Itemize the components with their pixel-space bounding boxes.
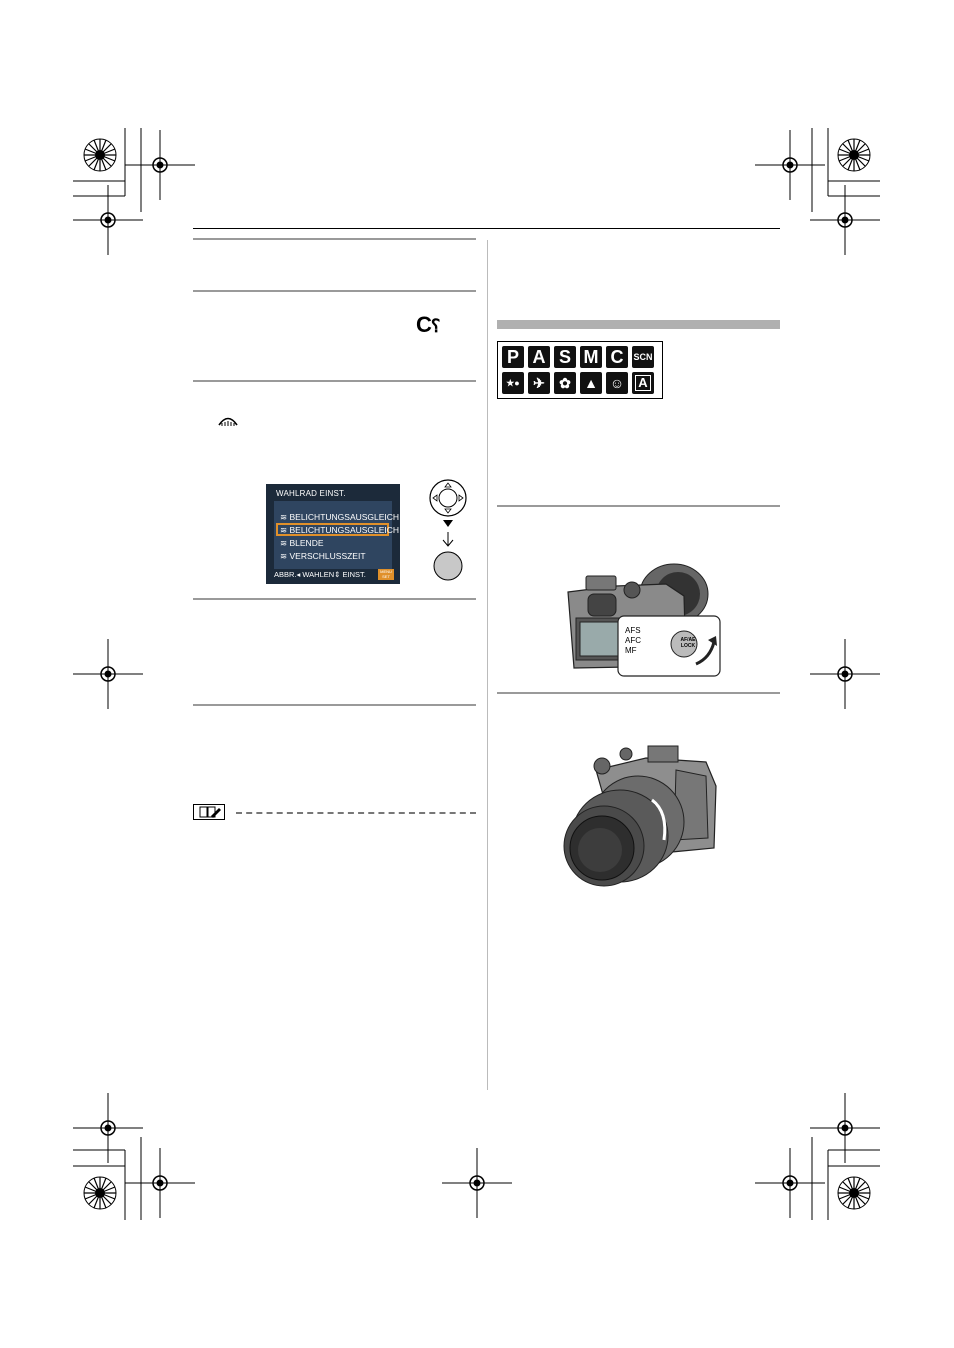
note-icon <box>193 804 225 820</box>
sports-icon: ✈ <box>528 372 550 394</box>
section-rule <box>497 692 780 694</box>
camera-back-illustration <box>556 556 724 680</box>
focus-label-mf: MF <box>625 646 637 655</box>
af-ae-lock-label: AF/AE LOCK <box>680 637 696 649</box>
focus-label-afc: AFC <box>625 636 641 645</box>
mode-icons-box <box>497 341 663 399</box>
note-divider <box>236 812 476 814</box>
menu-footer: ABBR.◂ WAHLEN⇕ EINST. <box>274 570 366 579</box>
face-icon: ☺ <box>606 372 628 394</box>
section-bar <box>497 320 780 329</box>
section-rule <box>193 598 476 600</box>
section-rule <box>193 704 476 706</box>
navigation-pad <box>428 478 468 584</box>
mode-p-icon: P <box>502 346 524 368</box>
section-rule <box>193 290 476 292</box>
menu-screen <box>266 484 400 584</box>
macro-icon: ✿ <box>554 372 576 394</box>
custom-wrench-icon: C⸮ <box>416 312 440 337</box>
section-rule <box>193 380 476 382</box>
menu-item[interactable]: ≋ VERSCHLUSSZEIT <box>280 551 366 561</box>
menu-item[interactable]: ≋ BELICHTUNGSAUSGLEICH <box>280 512 400 522</box>
dial-icon <box>216 414 240 428</box>
mode-a-icon: A <box>528 346 550 368</box>
menu-item[interactable]: ≋ BLENDE <box>280 538 324 548</box>
section-rule <box>193 238 476 240</box>
focus-label-afs: AFS <box>625 626 641 635</box>
menu-title: WAHLRAD EINST. <box>276 489 346 498</box>
mode-c-icon: C <box>606 346 628 368</box>
focus-mode-labels <box>625 626 641 656</box>
camera-lens-illustration <box>556 740 720 890</box>
mode-m-icon: M <box>580 346 602 368</box>
mode-scn-icon: SCN <box>632 346 654 368</box>
landscape-icon: ▲ <box>580 372 602 394</box>
mode-s-icon: S <box>554 346 576 368</box>
menu-item-selected[interactable]: ≋ BELICHTUNGSAUSGLEICH <box>280 525 400 535</box>
portrait-icon: ★● <box>502 372 524 394</box>
auto-icon: A <box>632 372 654 394</box>
column-divider <box>487 240 488 1090</box>
menu-set-badge: MENU SET <box>378 569 394 580</box>
header-rule <box>193 228 780 229</box>
section-rule <box>497 505 780 507</box>
